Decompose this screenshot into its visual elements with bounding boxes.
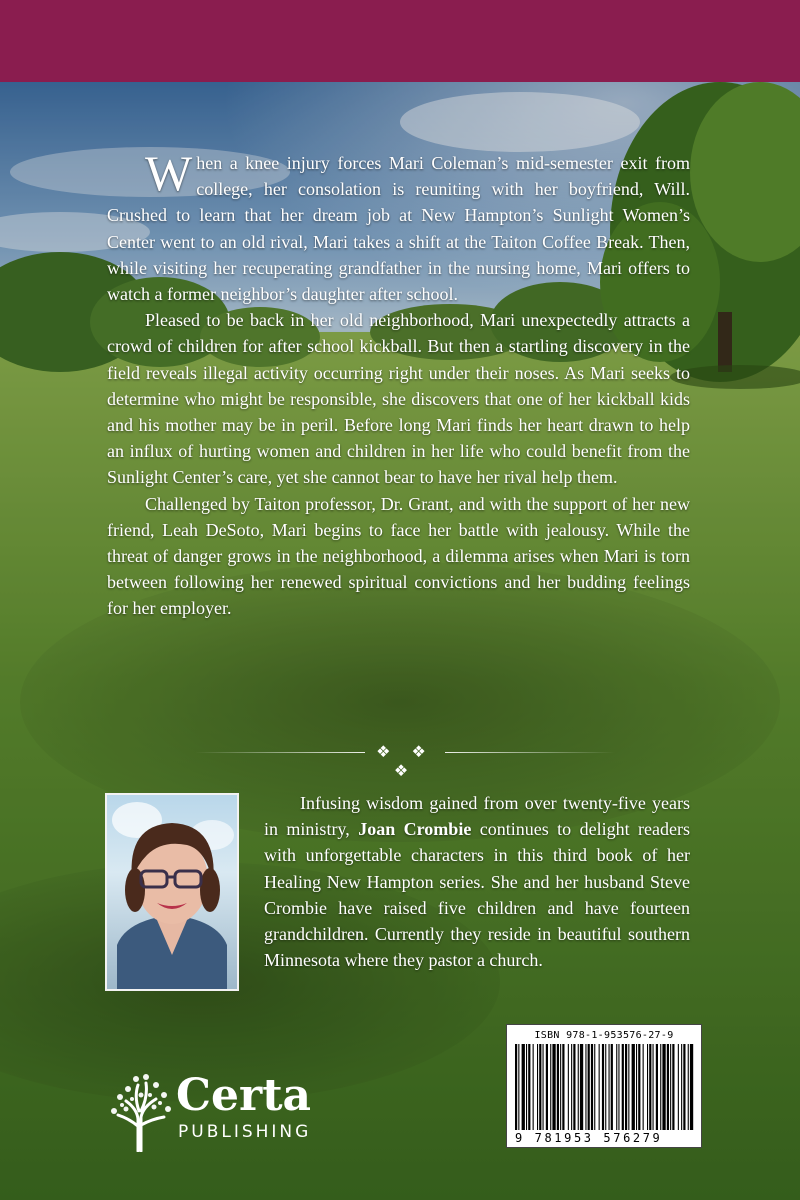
publisher-logo (108, 1067, 338, 1152)
tree-logo-icon (108, 1067, 174, 1152)
top-color-band (0, 0, 800, 82)
barcode-bars (507, 1025, 701, 1147)
publisher-name: Certa (176, 1070, 312, 1121)
author-photo (105, 793, 239, 991)
blurb-paragraph-1 (107, 145, 690, 307)
ornamental-divider (195, 742, 615, 780)
bio-text-before: Infusing wisdom gained from over twenty-five years in ministry, (264, 793, 690, 840)
barcode-digits: 9 781953 576279 (515, 1131, 663, 1145)
divider-line-right (445, 752, 615, 753)
divider-diamonds: ❖ ❖ ❖ (376, 742, 434, 780)
blurb-paragraph-1-text: hen a knee injury forces Mari Coleman’s mid-semester exit from college, her consolation is reuniting with her boyfriend, Will. Crushed to learn that her dream job at New Hampton’s Sunlight Women’s Center went to an old rival, Mari takes a shift at the Taiton Coffee Break. Then, while visiting her recuperating grandfather in the nursing home, Mari offers to watch a former neighbor’s daughter after school. (107, 153, 690, 305)
drop-cap: W (145, 145, 193, 201)
publisher-subtitle: PUBLISHING (178, 1122, 312, 1142)
divider-line-left (195, 752, 365, 753)
back-cover-blurb (107, 145, 690, 622)
bio-text-after: continues to delight readers with unforgettable characters in this third book of her Healing New Hampton series. She and her husband Steve Crombie have raised five children and have fourteen grandchildren. Currently they reside in beautiful southern Minnesota where they pastor a church. (264, 819, 690, 971)
blurb-paragraph-3: Challenged by Taiton professor, Dr. Grant, and with the support of her new friend, Leah DeSoto, Mari begins to face her battle with jealousy. While the threat of danger grows in the neighborhood, a dilemma arises when Mari is torn between following her renewed spiritual convictions and her budding feelings for her employer. (107, 493, 690, 619)
author-name: Joan Crombie (358, 819, 472, 840)
author-bio (264, 790, 690, 973)
blurb-paragraph-2: Pleased to be back in her old neighborhood, Mari unexpectedly attracts a crowd of children for after school kickball. But then a startling discovery in the field reveals illegal activity occurring right under their noses. As Mari seeks to determine who might be responsible, she discovers that one of her kickball kids and his mother may be in peril. Before long Mari finds her heart drawn to help an influx of hurting women and children in her life who could benefit from the Sunlight Center’s care, yet she cannot bear to have her rival help them. (107, 310, 690, 488)
isbn-barcode (506, 1024, 702, 1148)
isbn-label: ISBN 978-1-953576-27-9 (534, 1030, 674, 1041)
